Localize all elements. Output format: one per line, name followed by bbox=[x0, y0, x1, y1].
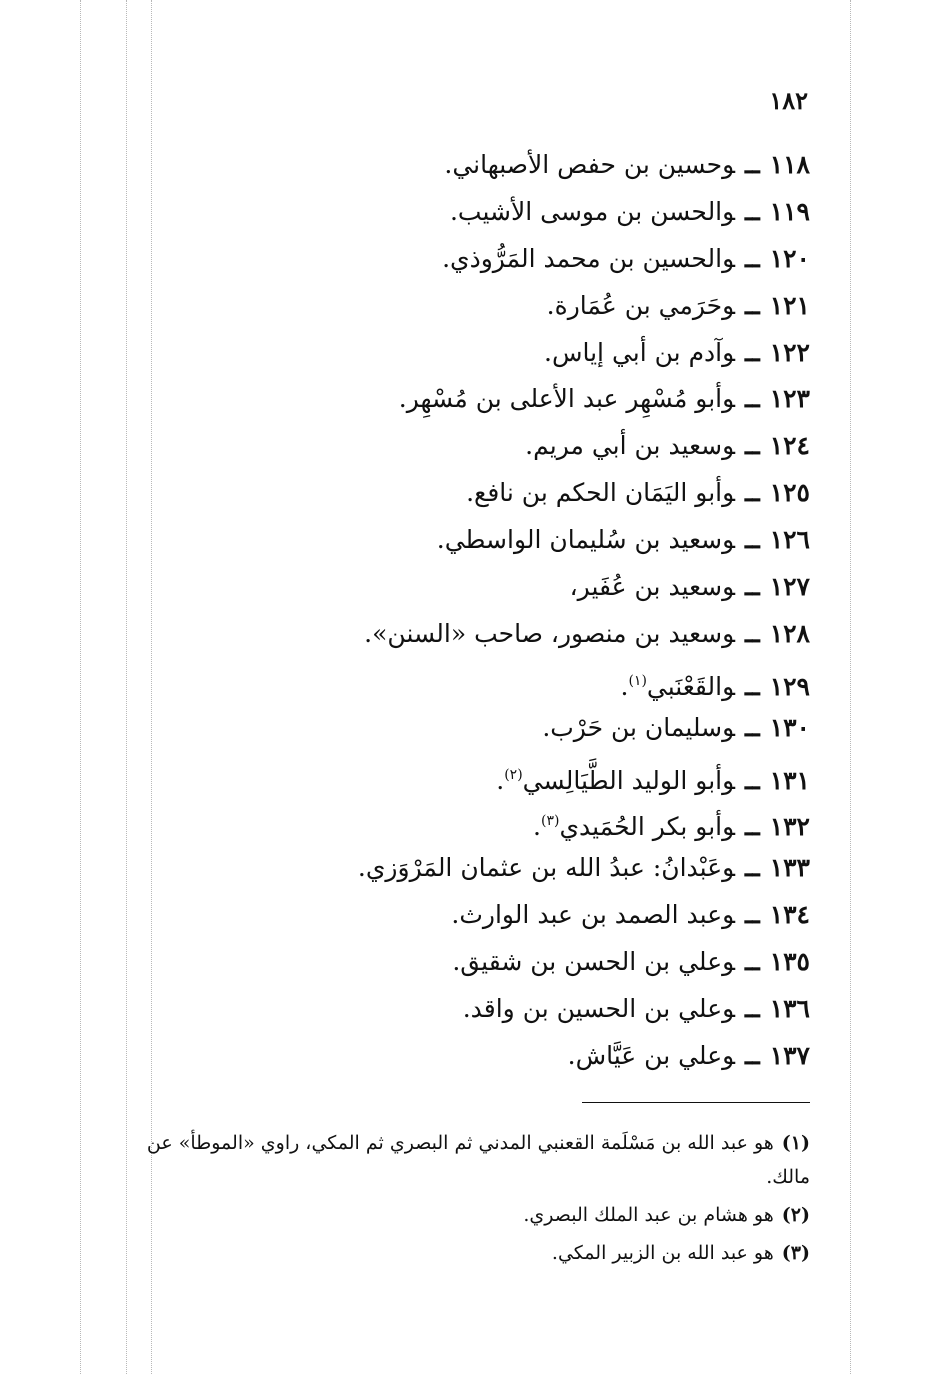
entry-number: ١٢٧ bbox=[769, 572, 810, 602]
entry-text: وأبو بكر الحُمَيدي bbox=[559, 812, 736, 842]
entry-number: ١٢٦ bbox=[769, 525, 810, 555]
entry-number: ١٢١ bbox=[769, 290, 810, 320]
list-item bbox=[110, 705, 810, 752]
list-item bbox=[110, 798, 810, 845]
footnote-number: (٣) bbox=[781, 1242, 810, 1264]
entry-number: ١٢٨ bbox=[769, 618, 810, 648]
entry-dash: ــ bbox=[745, 853, 760, 883]
entry-number: ١٣٧ bbox=[769, 1040, 810, 1070]
entry-number: ١٣٣ bbox=[769, 853, 810, 883]
entry-dash: ــ bbox=[745, 243, 760, 273]
entry-dash: ــ bbox=[745, 900, 760, 930]
page-number: ١٨٢ bbox=[769, 86, 808, 115]
footnote bbox=[110, 1236, 810, 1270]
entry-text: وحسين بن حفص الأصبهاني. bbox=[444, 150, 736, 179]
margin-guide-line bbox=[850, 0, 851, 1374]
entry-number: ١٢٤ bbox=[769, 431, 810, 461]
entry-dash: ــ bbox=[745, 618, 760, 648]
footnote-reference[interactable]: (٣) bbox=[541, 813, 560, 830]
entry-text: وأبو مُسْهِر عبد الأعلى بن مُسْهِر. bbox=[398, 384, 736, 414]
entry-number: ١٣٢ bbox=[769, 812, 810, 842]
entry-text: وعلي بن عَيَّاش. bbox=[567, 1040, 736, 1070]
entry-tail: . bbox=[533, 812, 541, 842]
entry-number: ١٣١ bbox=[769, 765, 810, 795]
footnote-number: (٢) bbox=[781, 1204, 810, 1226]
list-item bbox=[110, 564, 810, 611]
entry-text: وأبو الوليد الطَّيَالِسي bbox=[522, 765, 736, 795]
entry-number: ١٣٦ bbox=[769, 994, 810, 1024]
entry-dash: ــ bbox=[745, 1040, 760, 1070]
list-item bbox=[110, 470, 810, 517]
list-item bbox=[110, 752, 810, 799]
footnote bbox=[110, 1126, 810, 1194]
list-item bbox=[110, 236, 810, 283]
entry-number: ١٢٣ bbox=[769, 384, 810, 414]
entry-dash: ــ bbox=[745, 150, 760, 179]
entry-dash: ــ bbox=[745, 712, 760, 742]
entry-text: وأبو اليَمَان الحكم بن نافع. bbox=[466, 478, 736, 508]
entry-tail: . bbox=[496, 765, 505, 795]
entry-text: والحسين بن محمد المَرُّوذي. bbox=[442, 243, 736, 273]
footnote-text: هو هشام بن عبد الملك البصري. bbox=[523, 1204, 774, 1226]
entry-number: ١١٨ bbox=[769, 150, 810, 179]
entry-text: وسعيد بن أبي مريم. bbox=[525, 431, 736, 461]
entry-text: وسعيد بن سُليمان الواسطي. bbox=[436, 525, 736, 555]
entry-text: وحَرَمي بن عُمَارة. bbox=[546, 290, 736, 320]
list-item bbox=[110, 283, 810, 330]
entry-number: ١٣٤ bbox=[769, 900, 810, 930]
footnotes bbox=[110, 1126, 810, 1274]
entry-text: وعلي بن الحسين بن واقد. bbox=[462, 994, 736, 1024]
entry-text: وآدم بن أبي إياس. bbox=[544, 337, 736, 367]
entry-number: ١٣٠ bbox=[769, 712, 810, 742]
entry-dash: ــ bbox=[745, 994, 760, 1024]
list-item bbox=[110, 189, 810, 236]
entry-dash: ــ bbox=[745, 671, 760, 701]
entry-number: ١٢٢ bbox=[769, 337, 810, 367]
entry-text: وسعيد بن منصور، صاحب «السنن». bbox=[364, 618, 736, 648]
footnote bbox=[110, 1198, 810, 1232]
footnote-number: (١) bbox=[781, 1132, 810, 1154]
footnote-reference[interactable]: (١) bbox=[628, 672, 647, 689]
list-item bbox=[110, 1033, 810, 1080]
entry-dash: ــ bbox=[745, 478, 760, 508]
list-item bbox=[110, 611, 810, 658]
entry-number: ١٢٩ bbox=[769, 671, 810, 701]
footnote-reference[interactable]: (٢) bbox=[504, 766, 523, 783]
entry-number: ١١٩ bbox=[769, 196, 810, 226]
entry-number: ١٣٥ bbox=[769, 947, 810, 977]
entry-dash: ــ bbox=[745, 525, 760, 555]
entry-number: ١٢٠ bbox=[769, 243, 810, 273]
entry-text: وعلي بن الحسن بن شقيق. bbox=[452, 947, 736, 977]
entry-dash: ــ bbox=[745, 196, 760, 226]
margin-guide-line bbox=[80, 0, 81, 1374]
list-item bbox=[110, 845, 810, 892]
entry-dash: ــ bbox=[745, 812, 760, 842]
list-item bbox=[110, 986, 810, 1033]
entry-dash: ــ bbox=[745, 572, 760, 602]
entry-text: والحسن بن موسى الأشيب. bbox=[449, 196, 736, 226]
entry-number: ١٢٥ bbox=[769, 478, 810, 508]
list-item bbox=[110, 142, 810, 189]
entry-dash: ــ bbox=[745, 290, 760, 320]
entry-text: وسليمان بن حَرْب. bbox=[542, 712, 736, 742]
list-item bbox=[110, 939, 810, 986]
footnote-text: هو عبد الله بن الزبير المكي. bbox=[551, 1242, 774, 1264]
entry-dash: ــ bbox=[745, 384, 760, 414]
list-item bbox=[110, 330, 810, 377]
list-item bbox=[110, 423, 810, 470]
footnote-divider bbox=[582, 1102, 810, 1103]
list-item bbox=[110, 376, 810, 423]
narrator-list bbox=[110, 142, 810, 1080]
list-item bbox=[110, 517, 810, 564]
entry-dash: ــ bbox=[745, 337, 760, 367]
list-item bbox=[110, 658, 810, 705]
entry-tail: . bbox=[620, 671, 629, 701]
entry-text: وعبد الصمد بن عبد الوارث. bbox=[451, 900, 736, 930]
entry-text: والقَعْنَبي bbox=[646, 671, 736, 701]
entry-dash: ــ bbox=[745, 765, 760, 795]
entry-dash: ــ bbox=[745, 431, 760, 461]
entry-dash: ــ bbox=[745, 947, 760, 977]
entry-text: وسعيد بن عُفَير، bbox=[569, 572, 736, 602]
entry-text: وعَبْدانُ: عبدُ الله بن عثمان المَرْوَزي. bbox=[357, 853, 736, 883]
footnote-text: هو عبد الله بن مَسْلَمة القعنبي المدني ثم البصري ثم المكي، راوي «الموطأ» عن مالك. bbox=[146, 1132, 810, 1188]
list-item bbox=[110, 892, 810, 939]
